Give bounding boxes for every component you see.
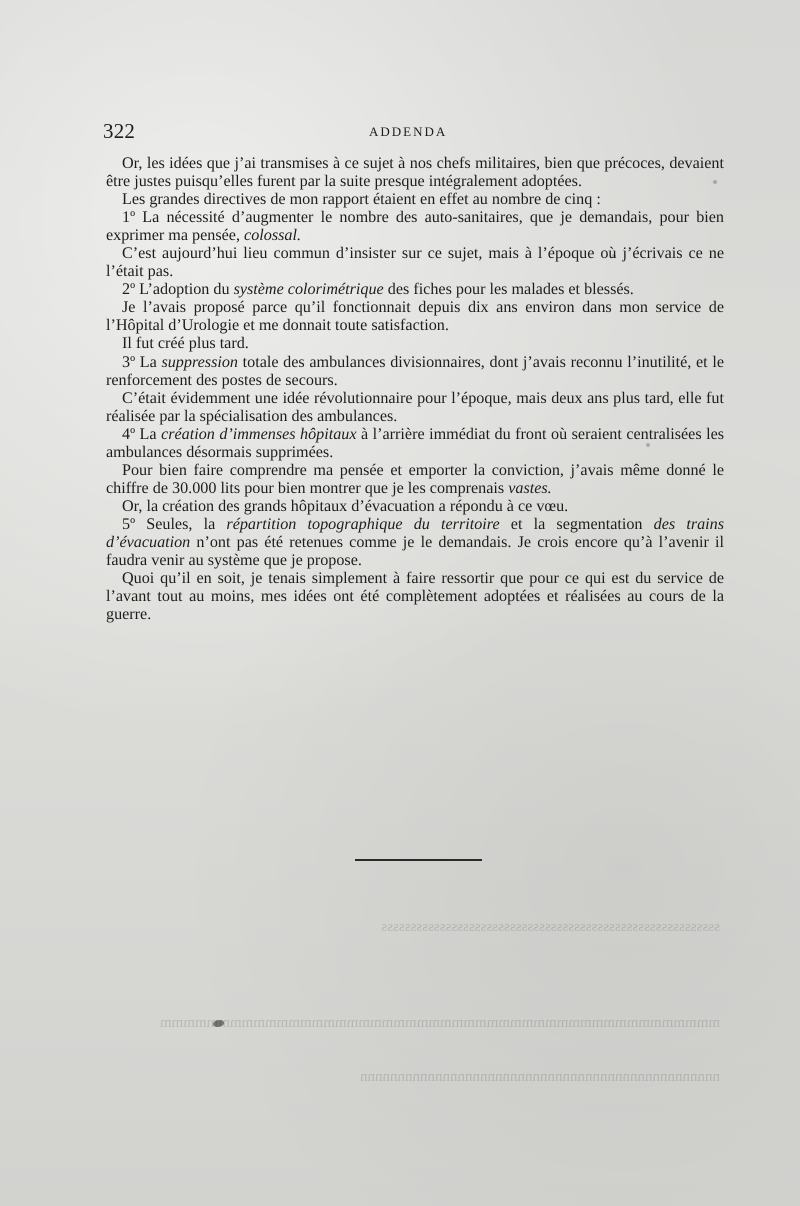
show-through-text: nnnnnnnnnnnnnnnnnnnnnnnnnnnnnnnnnnnnnnnnnnnnnnnn — [360, 1069, 720, 1085]
ink-speck — [612, 254, 616, 258]
paragraph — [106, 155, 724, 191]
text-run: C’était évidemment une idée révolutionnaire pour l’époque, mais deux ans plus tard, elle fut réalisée par la spécialisation des ambulances. — [106, 389, 724, 425]
text-run: Je l’avais proposé parce qu’il fonctionnait depuis dix ans environ dans mon service de l’Hôpital d’Urologie et me donnait toute satisfaction. — [106, 299, 724, 335]
italic-text: répartition topographique du territoire — [226, 515, 500, 533]
show-through-text: ssssssssssssssssssssssssssssssssssssssssssssssssssssssssss — [381, 919, 720, 935]
text-run: à l’arrière immédiat du front où seraient centralisées les ambulances désormais supprimées. — [106, 425, 725, 461]
text-run: n’ont pas été retenues comme je le demandais. Je crois encore qu’à l’avenir il faudra venir au système que je propose. — [106, 533, 724, 570]
italic-text: vastes. — [508, 479, 552, 497]
running-title: ADDENDA — [369, 124, 448, 139]
ink-speck — [713, 180, 717, 184]
paragraph — [106, 354, 724, 390]
text-run: 5º Seules, la — [122, 515, 227, 533]
paragraph — [106, 390, 724, 426]
paragraph — [106, 516, 724, 570]
paragraph — [106, 209, 724, 245]
paragraph — [106, 281, 724, 299]
italic-text: suppression — [161, 353, 238, 371]
italic-text: colossal. — [244, 227, 301, 245]
text-run: C’est aujourd’hui lieu commun d’insister sur ce sujet, mais à l’époque où j’écrivais ce ne l’était pas. — [106, 245, 724, 281]
page-number: 322 — [103, 119, 136, 143]
show-through-text: mmmmmmmmmmmmmmmmmmmmmmmmmmmmmmmmmmmmmmmmmmmmmmmm — [159, 1015, 720, 1031]
text-run: 3º La — [122, 353, 162, 371]
body-text — [106, 155, 724, 624]
paragraph — [106, 426, 724, 462]
text-run: 4º La — [122, 425, 162, 443]
text-run: Il fut créé plus tard. — [122, 335, 249, 353]
paragraph — [106, 335, 724, 353]
paragraph — [106, 245, 724, 281]
paragraph — [106, 191, 724, 209]
page-header — [103, 119, 723, 145]
text-run: Les grandes directives de mon rapport étaient en effet au nombre de cinq : — [122, 191, 601, 209]
paragraph — [106, 498, 724, 516]
text-run: 2º L’adoption du — [122, 281, 234, 299]
paragraph — [106, 299, 724, 335]
text-run: Pour bien faire comprendre ma pensée et emporter la conviction, j’avais même donné le chiffre de 30.000 lits pour bien montrer que je les comprenais — [106, 461, 724, 497]
text-run: Or, la création des grands hôpitaux d’évacuation a répondu à ce vœu. — [122, 497, 569, 515]
italic-text: création d’immenses hôpitaux — [161, 425, 357, 443]
section-rule — [355, 859, 482, 861]
ink-speck — [646, 443, 650, 447]
text-run: 1º La nécessité d’augmenter le nombre des auto-sanitaires, que je demandais, pour bien exprimer ma pensée, — [106, 209, 724, 245]
text-run: Or, les idées que j’ai transmises à ce sujet à nos chefs militaires, bien que précoces, devaient être justes puisqu’elles furent par la suite presque intégralement adoptées. — [106, 155, 724, 191]
text-run: des fiches pour les malades et blessés. — [383, 281, 634, 299]
italic-text: système colorimétrique — [233, 281, 384, 299]
italic-text: des trains d’évacuation — [106, 515, 725, 551]
text-run: Quoi qu’il en soit, je tenais simplement à faire ressortir que pour ce qui est du service de l’avant tout au moins, mes idées ont été complètement adoptées et réalisées au cours de la guerre. — [106, 570, 724, 624]
text-run: et la segmentation — [499, 515, 654, 533]
paragraph — [106, 570, 724, 624]
text-run: totale des ambulances divisionnaires, dont j’avais reconnu l’inutilité, et le renforcement des postes de secours. — [106, 353, 724, 389]
paragraph — [106, 462, 724, 498]
